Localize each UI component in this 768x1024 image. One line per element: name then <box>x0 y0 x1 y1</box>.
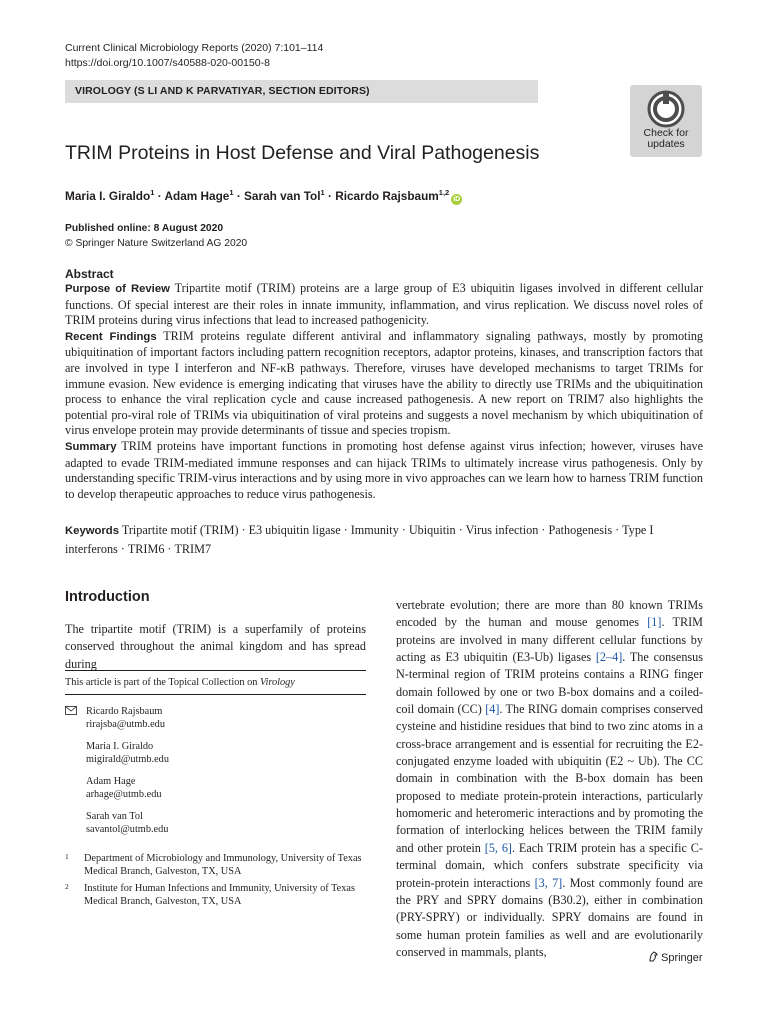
contact-email[interactable]: migirald@utmb.edu <box>86 754 169 766</box>
intro-text: vertebrate evolution; there are more than 80 known TRIMs encoded by the human and mouse genomes <box>396 598 703 630</box>
keywords <box>65 521 703 558</box>
abstract-summary <box>65 439 703 502</box>
author-name[interactable]: Maria I. Giraldo <box>65 188 151 203</box>
copyright-line: © Springer Nature Switzerland AG 2020 <box>65 238 248 249</box>
keyword-item[interactable]: Tripartite motif (TRIM) <box>121 523 239 537</box>
contact-name: Adam Hage <box>86 776 136 787</box>
published-date <box>65 221 223 236</box>
affiliation-text: Institute for Human Infections and Immunity, University of Texas Medical Branch, Galveston, TX, USA <box>84 883 355 908</box>
keyword-separator: · <box>458 523 463 537</box>
keyword-item[interactable]: Immunity <box>350 523 399 537</box>
keyword-separator: · <box>241 523 246 537</box>
publisher-name: Springer <box>661 952 703 964</box>
keyword-item[interactable]: TRIM7 <box>174 542 212 556</box>
purpose-label: Purpose of Review <box>65 283 170 295</box>
intro-text: . Most commonly found are the PRY and SPRY domains (B30.2), either in combination (PRY-SPRY) or individually. SPRY domains are found in some human protein families as well and are evolutionarily conserved in mammals, plants, <box>396 875 703 959</box>
findings-text: TRIM proteins regulate different antiviral and inflammatory signaling pathways, mostly by promoting ubiquitination of important factors including pattern recognition receptors, adaptor proteins, kinases, and transcription factors that are involved in type I interferon and NF-κB pathways. Therefore, viruses have developed mechanisms to target TRIMs for immune evasion. New evidence is emerging indicating that viruses have the ability to directly use TRIMs and the ubiquitination process to enhance the viral replication cycle and cause increased pathogenesis. A new report on TRIM7 also highlights the potential pro-viral role of TRIMs via ubiquitination of viral proteins and suggests a novel mechanism by which ubiquitination of virus envelope protein may provide determinants of tissue and species tropism. <box>65 328 704 438</box>
citation-link[interactable]: [3, 7] <box>534 875 563 890</box>
citation-link[interactable]: [2–4] <box>595 650 623 665</box>
author-separator: · <box>327 188 332 203</box>
intro-text: . The RING domain comprises conserved cysteine and histidine residues that bind to two zinc atoms in a cross-brace arrangement and is essential for recruiting the E2-conjugated enzyme loaded with ubiquitin (E2 ~ Ub). The CC domain in combination with the B-box domain has been proposed to mediate protein-protein interactions, particularly homomeric and heteromeric interactions and by promoting the formation of interlocking helices between the TRIM family and other protein <box>396 702 703 855</box>
findings-label: Recent Findings <box>65 330 157 343</box>
keyword-separator: · <box>615 523 620 537</box>
affiliation-number: 1 <box>65 852 69 861</box>
contact-name: Ricardo Rajsbaum <box>86 706 163 717</box>
contact-entry <box>86 810 168 837</box>
author-name[interactable]: Sarah van Tol <box>244 188 321 203</box>
intro-text: . The consensus N-terminal region of TRIM proteins contains a RING finger domain followed by one or two B-box domains and a coiled-coil domain (CC) <box>396 650 703 717</box>
author-affil: 1 <box>320 188 325 197</box>
keyword-item[interactable]: Ubiquitin <box>408 523 456 537</box>
keyword-separator: · <box>541 523 546 537</box>
introduction-right-text <box>396 597 703 961</box>
author-affil: 1 <box>150 188 155 197</box>
intro-text: . Each TRIM protein has a specific C-terminal domain, which confers substrate specificity via protein-protein interactions <box>396 840 703 890</box>
affiliation-text: Department of Microbiology and Immunology, University of Texas Medical Branch, Galveston, TX, USA <box>84 853 362 878</box>
abstract-body <box>65 281 703 502</box>
contact-entry <box>86 705 165 732</box>
author-name[interactable]: Ricardo Rajsbaum <box>335 188 439 203</box>
keyword-item[interactable]: Pathogenesis <box>548 523 613 537</box>
keyword-item[interactable]: E3 ubiquitin ligase <box>248 523 341 537</box>
contact-name: Sarah van Tol <box>86 811 143 822</box>
divider <box>65 694 366 695</box>
keyword-separator: · <box>343 523 348 537</box>
contact-email[interactable]: rirajsba@utmb.edu <box>86 719 165 731</box>
section-bar: VIROLOGY (S LI AND K PARVATIYAR, SECTION EDITORS) <box>65 80 538 103</box>
envelope-icon <box>65 706 77 715</box>
citation-link[interactable]: [5, 6] <box>484 840 512 855</box>
keywords-label: Keywords <box>65 525 119 537</box>
topical-topic[interactable]: Virology <box>259 677 295 688</box>
abstract-findings <box>65 329 703 439</box>
abstract-purpose <box>65 281 703 329</box>
author-name[interactable]: Adam Hage <box>164 188 230 203</box>
springer-horse-icon <box>648 951 659 962</box>
topical-collection-note <box>65 676 295 690</box>
badge-line2: updates <box>647 138 685 150</box>
check-for-updates-badge[interactable] <box>630 85 702 157</box>
doi-link[interactable]: https://doi.org/10.1007/s40588-020-00150-8 <box>65 57 270 69</box>
purpose-text: Tripartite motif (TRIM) proteins are a large group of E3 ubiquitin ligases involved in different cellular functions. Of special interest are their roles in innate immunity, inflammation, and virus replication. We discuss novel roles of TRIM proteins during virus infections that lead to increased pathogenicity. <box>65 281 704 328</box>
badge-line1: Check for <box>643 127 689 139</box>
keyword-separator: · <box>120 542 125 556</box>
abstract-heading: Abstract <box>65 267 114 281</box>
keyword-item[interactable]: Type I interferons <box>65 523 654 556</box>
author-separator: · <box>157 188 162 203</box>
author-affil: 1,2 <box>438 188 450 197</box>
affiliation-number: 2 <box>65 882 69 891</box>
intro-text: . TRIM proteins are involved in many different cellular functions by acting as E3 ubiquitin (E3-Ub) ligases <box>396 615 704 665</box>
summary-label: Summary <box>65 440 117 453</box>
divider <box>65 670 366 671</box>
orcid-icon[interactable]: iD <box>453 195 461 203</box>
keyword-separator: · <box>401 523 406 537</box>
citation-link[interactable]: [4] <box>485 702 500 717</box>
publisher-logo <box>648 951 703 965</box>
contact-email[interactable]: savantol@utmb.edu <box>86 824 169 836</box>
contact-entry <box>86 775 162 802</box>
topical-prefix: This article is part of the Topical Collection on <box>65 677 260 688</box>
author-list <box>65 184 462 205</box>
author-separator: · <box>236 188 241 203</box>
summary-text: TRIM proteins have important functions in promoting host defense against virus infection; however, viruses have adapted to evade TRIM-mediated immune responses and can hijack TRIMs to ultimately increase virus pathogenesis. Only by understanding specific TRIM-virus interactions and by using more in vivo approaches can we learn how to harness TRIM function to develop therapeutic approaches to reduce virus pathogenesis. <box>65 438 704 501</box>
journal-citation: Current Clinical Microbiology Reports (2020) 7:101–114 <box>65 42 324 54</box>
keyword-item[interactable]: TRIM6 <box>127 542 165 556</box>
keywords-list <box>65 523 653 556</box>
journal-header <box>65 41 323 71</box>
author-affil: 1 <box>229 188 234 197</box>
contact-email[interactable]: arhage@utmb.edu <box>86 789 162 801</box>
introduction-heading: Introduction <box>65 589 150 605</box>
introduction-left-text: The tripartite motif (TRIM) is a superfamily of proteins conserved throughout the animal kingdom and has spread during <box>65 622 366 671</box>
published-text: Published online: 8 August 2020 <box>65 223 224 234</box>
contact-entry <box>86 740 169 767</box>
keyword-separator: · <box>167 542 172 556</box>
check-updates-icon <box>647 90 685 128</box>
article-title: TRIM Proteins in Host Defense and Viral Pathogenesis <box>65 142 540 164</box>
contact-name: Maria I. Giraldo <box>86 741 154 752</box>
keyword-item[interactable]: Virus infection <box>465 523 539 537</box>
citation-link[interactable]: [1] <box>647 615 662 630</box>
